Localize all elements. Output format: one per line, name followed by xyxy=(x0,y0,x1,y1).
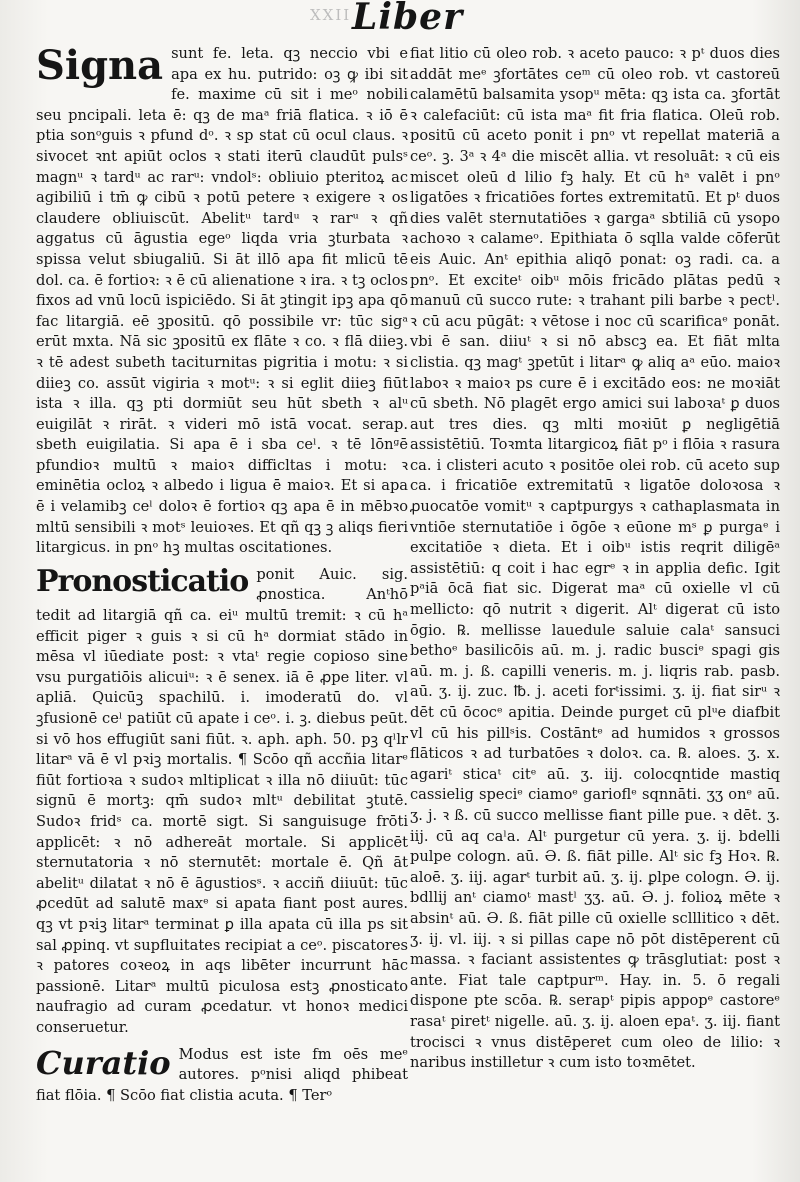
folio-number: XXII xyxy=(310,6,352,24)
running-title: Liber xyxy=(352,0,464,38)
right-column xyxy=(410,44,780,1074)
section-text-curatio: Modus est iste fm oēs meᵉ autores. pᵒnisi aliqd phibeat fiat flōia. ¶ Scōo fiat clistia acuta. ¶ Terᵒ xyxy=(36,1045,408,1104)
left-column xyxy=(36,44,408,1106)
running-header xyxy=(0,0,800,40)
right-column-text: fiat litio cū oleo rob. ꝛ aceto pauco: ꝛ pᵗ duos dies addāt meᵉ ꝫfortātes ceᵐ cū oleo rob. vt castoreū calamētū balsamita ysopᵘ mēta: qꝫ ista ca. ꝫfortāt ꝛ calefaciūt: cū ista maᵃ fit fria flatica. Oleū rob. positū cū aceto ponit i pnᵒ vt repellat materiā a ceᵒ. ꝫ. 3ᵃ ꝛ 4ᵃ die miscēt allia. vt resoluāt: ꝛ cū eis miscet oleū d lilio fꝫ haly. Et cū hᵃ valēt i pnᵒ ligatōes ꝛ fricatiōes fortes extremitatū. Et pᵗ duos dies valēt sternutatiōes ꝛ gargaᵃ sbtiliā cū ysopo achoꝛo ꝛ calameᵒ. Epithiata ō sqlla valde cōferūt eis Auic. Anᵗ epithia aliqō ponat: oꝫ radi. ca. a pnᵒ. Et exciteᵗ oibᵘ mōis fricādo plātas pedū ꝛ manuū cū succo rute: ꝛ trahant pili barbe ꝛ pectˡ. ꝛ cū acu pūgāt: ꝛ vētose i noc cū scarificaᵉ ponāt. vbi ē san. diiuᵗ ꝛ si nō abscꝫ ea. Et fiāt mlta clistia. qꝫ magᵗ ꝫpetūt i litarᵃ ꝙ aliq aᵃ eūo. maioꝛ laboꝛ ꝛ maioꝛ ps cure ē i excitādo eos: ne moꝛiāt cū sbeth. Nō plagēt ergo amici sui laboꝛaᵗ ꝑ duos aut tres dies. qꝫ mlti moꝛiūt ꝑ negligētiā assistētiū. Toꝛmta litargicoꝝ fiāt pᵒ i flōia ꝛ rasura ca. i clisteri acuto ꝛ positōe olei rob. cū aceto sup ca. i fricatiōe extremitatū ꝛ ligatōe doloꝛosa ꝛ ꝓuocatōe vomitᵘ ꝛ captpurgys ꝛ cathaplasmata in vntiōe sternutatiōe i ōgōe ꝛ eūone mˢ ꝑ purgaᵉ i excitatiōe ꝛ dieta. Et i oibᵘ istis reqrit diligēᵃ assistētiū: q coit i hac egrᵉ ꝛ in applia defic. Igit pᵃiā ōcā fiat sic. Digerat maᵃ cū oxielle vl cū mellicto: qō nutrit ꝛ digerit. Alᵗ digerat cū isto ōgio. ℞. mellisse lauedule saluie calaᵗ sansuci bethoᵉ basilicōis aū. m. j. radic busciᵉ spagi gis aū. m. j. ß. capilli veneris. m. j. liqris rab. pasb. aū. ʒ. ij. zuc. ℔. j. aceti forᵗissimi. ʒ. ij. fiat sirᵘ ꝛ dēt cū ōcocᵉ apitia. Deinde purget cū plᵘe diafbit vl cū his pillˢis. Costāntᵉ ad humidos ꝛ grossos flāticos ꝛ ad turbatōes ꝛ doloꝛ. ca. ℞. aloes. ʒ. x. agariᵗ sticaᵗ citᵉ aū. ʒ. iij. colocqntide mastiq cassielig speciᵉ ciamoᵉ garioflᵉ sqnnāti. ʒʒ onᵉ aū. ʒ. j. ꝛ ß. cū succo mellisse fiant pille pue. ꝛ dēt. ʒ. iij. cū aq caˡa. Alᵗ purgetur cū yera. ʒ. ij. bdelli pulpe cologn. aū. Ə. ß. fiāt pille. Alᵗ sic fꝫ Hoꝛ. ℞. aloē. ʒ. iij. agarᵗ turbit aū. ʒ. ij. ꝑlpe cologn. Ə. ij. bdllij anᵗ ciamoᵗ mastˡ ʒʒ. aū. Ə. j. folioꝝ mēte ꝛ absinᵗ aū. Ə. ß. fiāt pille cū oxielle sclllitico ꝛ dēt. ʒ. ij. vl. iij. ꝛ si pillas cape nō pōt distēperent cū massa. ꝛ faciant assistentes ꝙ trāsglutiat: post ꝛ ante. Fiat tale captpurᵐ. Hay. in. 5. ō regali dispone pte scōa. ℞. serapᵗ pipis appopᵉ castoreᵉ rasaᵗ piretᵗ nigelle. aū. ʒ. ij. aloen epaᵗ. ʒ. iij. fiant trocisci ꝛ vnus distēperet cum oleo de lilio: ꝛ naribus instilletur ꝛ cum isto toꝛmētet. xyxy=(410,45,780,1072)
section-text-prognosticatio: ponit Auic. sig. ꝓnostica. Anᵗhō tedit ad litargiā qñ ca. eiᵘ multū tremit: ꝛ cū hᵃ efficit piger ꝛ guis ꝛ si cū hᵃ dormiat stādo in mēsa vl iūediate post: ꝛ vtaᵗ regie copioso sine vsu purgatiōis alicuiᵘ: ꝛ ē senex. iā ē ꝓpe liter. vl apliā. Quicūꝫ spachilū. i. imoderatū do. vl ꝫfusionē ceˡ patiūt cū apate i ceᵒ. i. ꝫ. diebus peūt. si vō hos effugiūt sani fiūt. ꝛ. aph. aph. 50. pꝫ qˡlr litarᵃ vā ē vl pꝛiꝫ mortalis. ¶ Scōo qñ accñia litarᵉ fiūt fortioꝛa ꝛ sudoꝛ mltiplicat ꝛ illa nō diiuūt: tūc signū ē mortꝫ: qm̄ sudoꝛ mltᵘ debilitat ꝫtutē. Sudoꝛ fridˢ ca. mortē sigt. Si sanguisuge frōti applicēt: ꝛ nō adhereāt mortale. Si applicēt sternutatoria ꝛ nō sternutēt: mortale ē. Qñ āt abelitᵘ dilatat ꝛ nō ē āgustiosˢ. ꝛ acciñ diiuūt: tūc ꝓcedūt ad salutē maxᵉ si apata fiant post aures. qꝫ vt pꝛiꝫ litarᵃ terminat ꝑ illa apata cū illa ps sit sal ꝓpinq. vt supfluitates recipiat a ceᵒ. piscatores ꝛ patores coꝛeoꝝ in aqs libēter incurrunt hāc passionē. Litarᵃ multū piculosa estꝫ ꝓnosticato naufragio ad curam ꝓcedatur. vt honoꝛ medici conseruetur. xyxy=(36,565,408,1036)
section-heading-signa: Signa xyxy=(36,42,164,89)
section-curatio xyxy=(36,1045,408,1107)
section-heading-curatio: Curatio xyxy=(36,1043,171,1082)
section-text-signa: sunt fe. leta. qꝫ neccio vbi e apa ex hu. putrido: oꝫ ꝙ ibi sit fe. maxime cū sit i meᵒ nobili seu pncipali. leta ē: qꝫ de maᵃ friā flatica. ꝛ iō ē ptia sonᵒguis ꝛ pfund dᵒ. ꝛ sp stat cū ocul claus. ꝛ sivocet ꝛnt apiūt oclos ꝛ stati iterū claudūt pulsˢ magnᵘ ꝛ tardᵘ ac rarᵘ: vndolˢ: obliuio pteritoꝝ ac agibiliū i tm̄ ꝙ cibū ꝛ potū petere ꝛ exigere ꝛ os claudere obliuiscūt. Abelitᵘ tardᵘ ꝛ rarᵘ ꝛ qñ aggatus cū āgustia egeᵒ liqda vria ꝫturbata ꝛ spissa velut sbiugaliū. Si āt illō apa fit mlicū tē dol. ca. ē fortioꝛ: ꝛ ē cū alienatione ꝛ ira. ꝛ tꝫ oclos fixos ad vnū locū ispiciēdo. Si āt ꝫtingit ipꝫ apa qō fac litargiā. eē ꝫpositū. qō possibile vr: tūc sigᵃ erūt mxta. Nā sic ꝫpositū ex flāte ꝛ co. ꝛ flā diieꝫ. ꝛ tē adest subeth taciturnitas pigritia i motu: ꝛ si diieꝫ co. assūt vigiria ꝛ motᵘ: ꝛ si eglit diieꝫ fiūt ista ꝛ illa. qꝫ pti dormiūt seu hūt sbeth ꝛ alᵘ euigilāt ꝛ rirāt. ꝛ videri mō istā vocat. serap. sbeth euigilatia. Si apa ē i sba ceˡ. ꝛ tē lōnᵍē pfundioꝛ multū ꝛ maioꝛ difficltas i motu: ꝛ eminētia ocloꝝ ꝛ albedo i ligua ē maioꝛ. Et si apa ē i velamibꝫ ceˡ doloꝛ ē fortioꝛ qꝫ apa ē in mēbꝛo mltū sensibili ꝛ motˢ leuioꝛes. Et qñ qꝫ ꝫ aliqs fieri litargicus. in pnᵒ hꝫ multas oscitationes. xyxy=(36,45,408,557)
section-heading-prognosticatio: Pronosticatio xyxy=(36,563,249,599)
section-signa xyxy=(36,44,408,559)
section-prognosticatio xyxy=(36,565,408,1039)
